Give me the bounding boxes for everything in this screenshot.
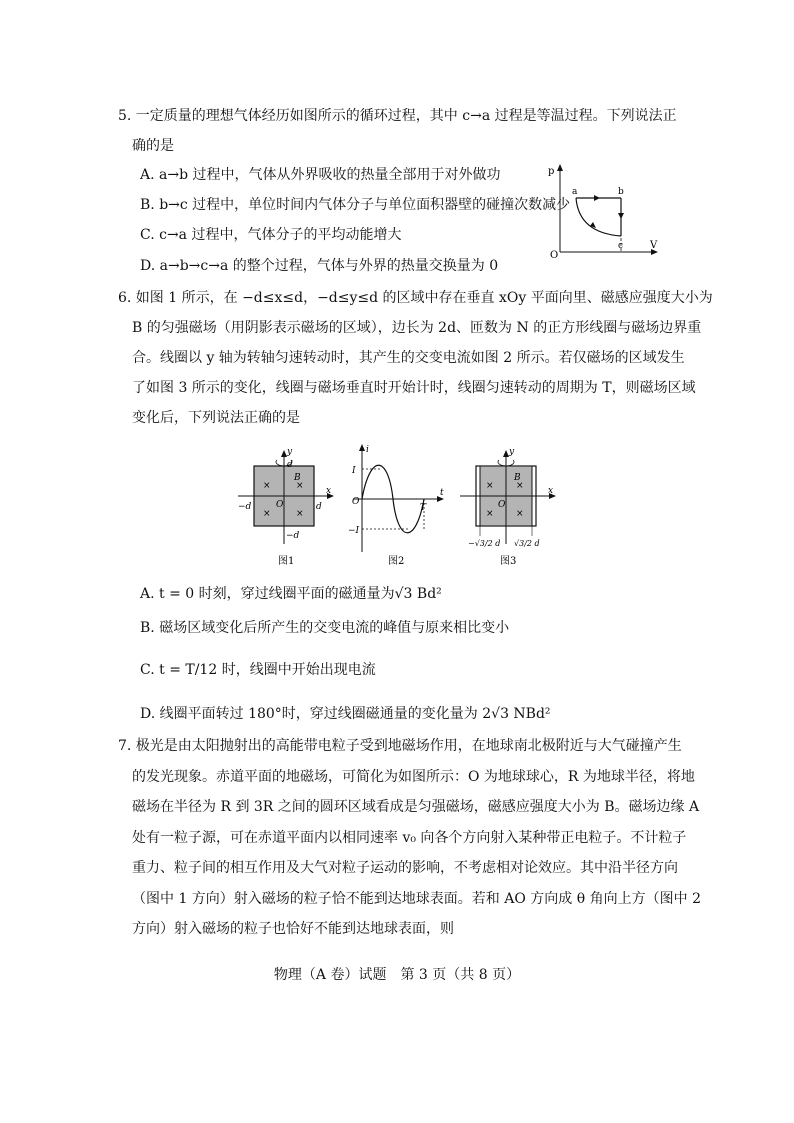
q6-fig3-left-bound: −√3/2 d <box>468 539 501 548</box>
q6-fig2-origin: O <box>352 497 360 507</box>
q7-stem-line2: 的发光现象。赤道平面的地磁场，可简化为如图所示：O 为地球球心，R 为地球半径，将地 <box>132 769 695 785</box>
q6-fig1-cross: × <box>263 509 271 519</box>
q6-fig2-negpeak-label: −I <box>348 526 360 536</box>
q6-option-b: B. 磁场区域变化后所产生的交变电流的峰值与原来相比变小 <box>140 620 510 636</box>
q6-option-a: A. t = 0 时刻，穿过线圈平面的磁通量为√3 Bd² <box>140 586 442 602</box>
q5-origin-label: O <box>550 250 559 261</box>
q7-stem-line4: 处有一粒子源，可在赤道平面内以相同速率 v₀ 向各个方向射入某种带正电粒子。不计粒子 <box>132 830 687 846</box>
q6-fig3-cross: × <box>516 509 524 519</box>
q6-fig1-cross: × <box>263 481 271 491</box>
q7-stem-line1: 7. 极光是由太阳抛射出的高能带电粒子受到地磁场作用，在地球南北极附近与大气碰撞产生 <box>118 738 682 754</box>
q6-figure-1 <box>234 440 338 570</box>
q6-fig1-d-right: d <box>316 502 322 512</box>
q6-fig3-cross: × <box>486 509 494 519</box>
q5-option-c: C. c→a 过程中，气体分子的平均动能增大 <box>140 227 402 243</box>
q6-fig1-cross: × <box>296 481 304 491</box>
q6-stem-line5: 变化后，下列说法正确的是 <box>132 410 300 426</box>
q5-point-c: c <box>618 241 624 251</box>
q6-fig2-i-label: i <box>366 445 369 455</box>
q6-fig1-b-label: B <box>294 473 301 483</box>
q6-fig3-cross: × <box>486 481 494 491</box>
q6-fig1-d-left: −d <box>238 502 252 512</box>
q6-fig1-d-top: d <box>287 460 293 470</box>
q6-fig1-cross: × <box>296 509 304 519</box>
q5-option-d: D. a→b→c→a 的整个过程，气体与外界的热量交换量为 0 <box>140 258 499 274</box>
q6-option-d: D. 线圈平面转过 180°时，穿过线圈磁通量的变化量为 2√3 NBd² <box>140 706 551 722</box>
q7-stem-line5: 重力、粒子间的相互作用及大气对粒子运动的影响，不考虑相对论效应。其中沿半径方向 <box>132 860 678 876</box>
q5-p-label: p <box>548 166 555 177</box>
q6-fig3-x-label: x <box>548 486 554 496</box>
q6-fig1-y-label: y <box>287 447 293 457</box>
q5-stem-line1: 5. 一定质量的理想气体经历如图所示的循环过程，其中 c→a 过程是等温过程。下列说法正 <box>118 108 677 124</box>
q7-stem-line6: （图中 1 方向）射入磁场的粒子恰不能到达地球表面。若和 AO 方向成 θ 角向上方（图中 2 <box>132 891 701 907</box>
q5-point-b: b <box>618 187 624 197</box>
q6-fig2-t-label: t <box>440 488 444 498</box>
q6-fig2-caption: 图2 <box>388 556 405 567</box>
q5-pv-diagram <box>544 162 660 262</box>
q6-fig2-peak-label: I <box>352 466 356 476</box>
q5-stem-line2: 确的是 <box>132 138 174 154</box>
q5-option-a: A. a→b 过程中，气体从外界吸收的热量全部用于对外做功 <box>140 167 501 183</box>
q6-fig3-b-label: B <box>514 473 521 483</box>
q6-stem-line1: 6. 如图 1 所示，在 −d≤x≤d，−d≤y≤d 的区域中存在垂直 xOy 平面向里、磁感应强度大小为 <box>118 290 713 306</box>
q6-fig3-origin: O <box>498 500 506 510</box>
q5-point-a: a <box>572 187 578 197</box>
q6-figure-2 <box>348 442 448 570</box>
q6-fig1-d-bottom: −d <box>286 531 300 541</box>
q6-fig1-origin: O <box>276 500 284 510</box>
q6-stem-line4: 了如图 3 所示的变化，线圈与磁场垂直时开始计时，线圈匀速转动的周期为 T，则磁场区域 <box>132 380 696 396</box>
q5-option-b: B. b→c 过程中，单位时间内气体分子与单位面积器壁的碰撞次数减少 <box>140 197 571 213</box>
q5-v-label: V <box>650 240 658 251</box>
q6-stem-line3: 合。线圈以 y 轴为转轴匀速转动时，其产生的交变电流如图 2 所示。若仅磁场的区域发生 <box>132 350 685 366</box>
page-footer: 物理（A 卷）试题 第 3 页（共 8 页） <box>273 967 521 983</box>
q6-fig1-x-label: x <box>326 486 332 496</box>
q6-fig3-y-label: y <box>509 447 515 457</box>
q7-stem-line3: 磁场在半径为 R 到 3R 之间的圆环区域看成是匀强磁场，磁感应强度大小为 B。磁场边缘 A <box>132 799 700 815</box>
q6-fig1-caption: 图1 <box>278 556 295 567</box>
q6-fig3-cross: × <box>516 481 524 491</box>
q7-stem-line7: 方向）射入磁场的粒子也恰好不能到达地球表面，则 <box>132 921 454 937</box>
q6-stem-line2: B 的匀强磁场（用阴影表示磁场的区域），边长为 2d、匝数为 N 的正方形线圈与磁场边界重 <box>132 320 702 336</box>
q6-fig3-right-bound: √3/2 d <box>514 539 540 548</box>
q6-figure-3 <box>456 440 560 570</box>
q6-fig3-caption: 图3 <box>500 556 517 567</box>
q6-fig2-period-label: T <box>420 503 427 513</box>
q6-option-c: C. t = T/12 时，线圈中开始出现电流 <box>140 662 376 678</box>
